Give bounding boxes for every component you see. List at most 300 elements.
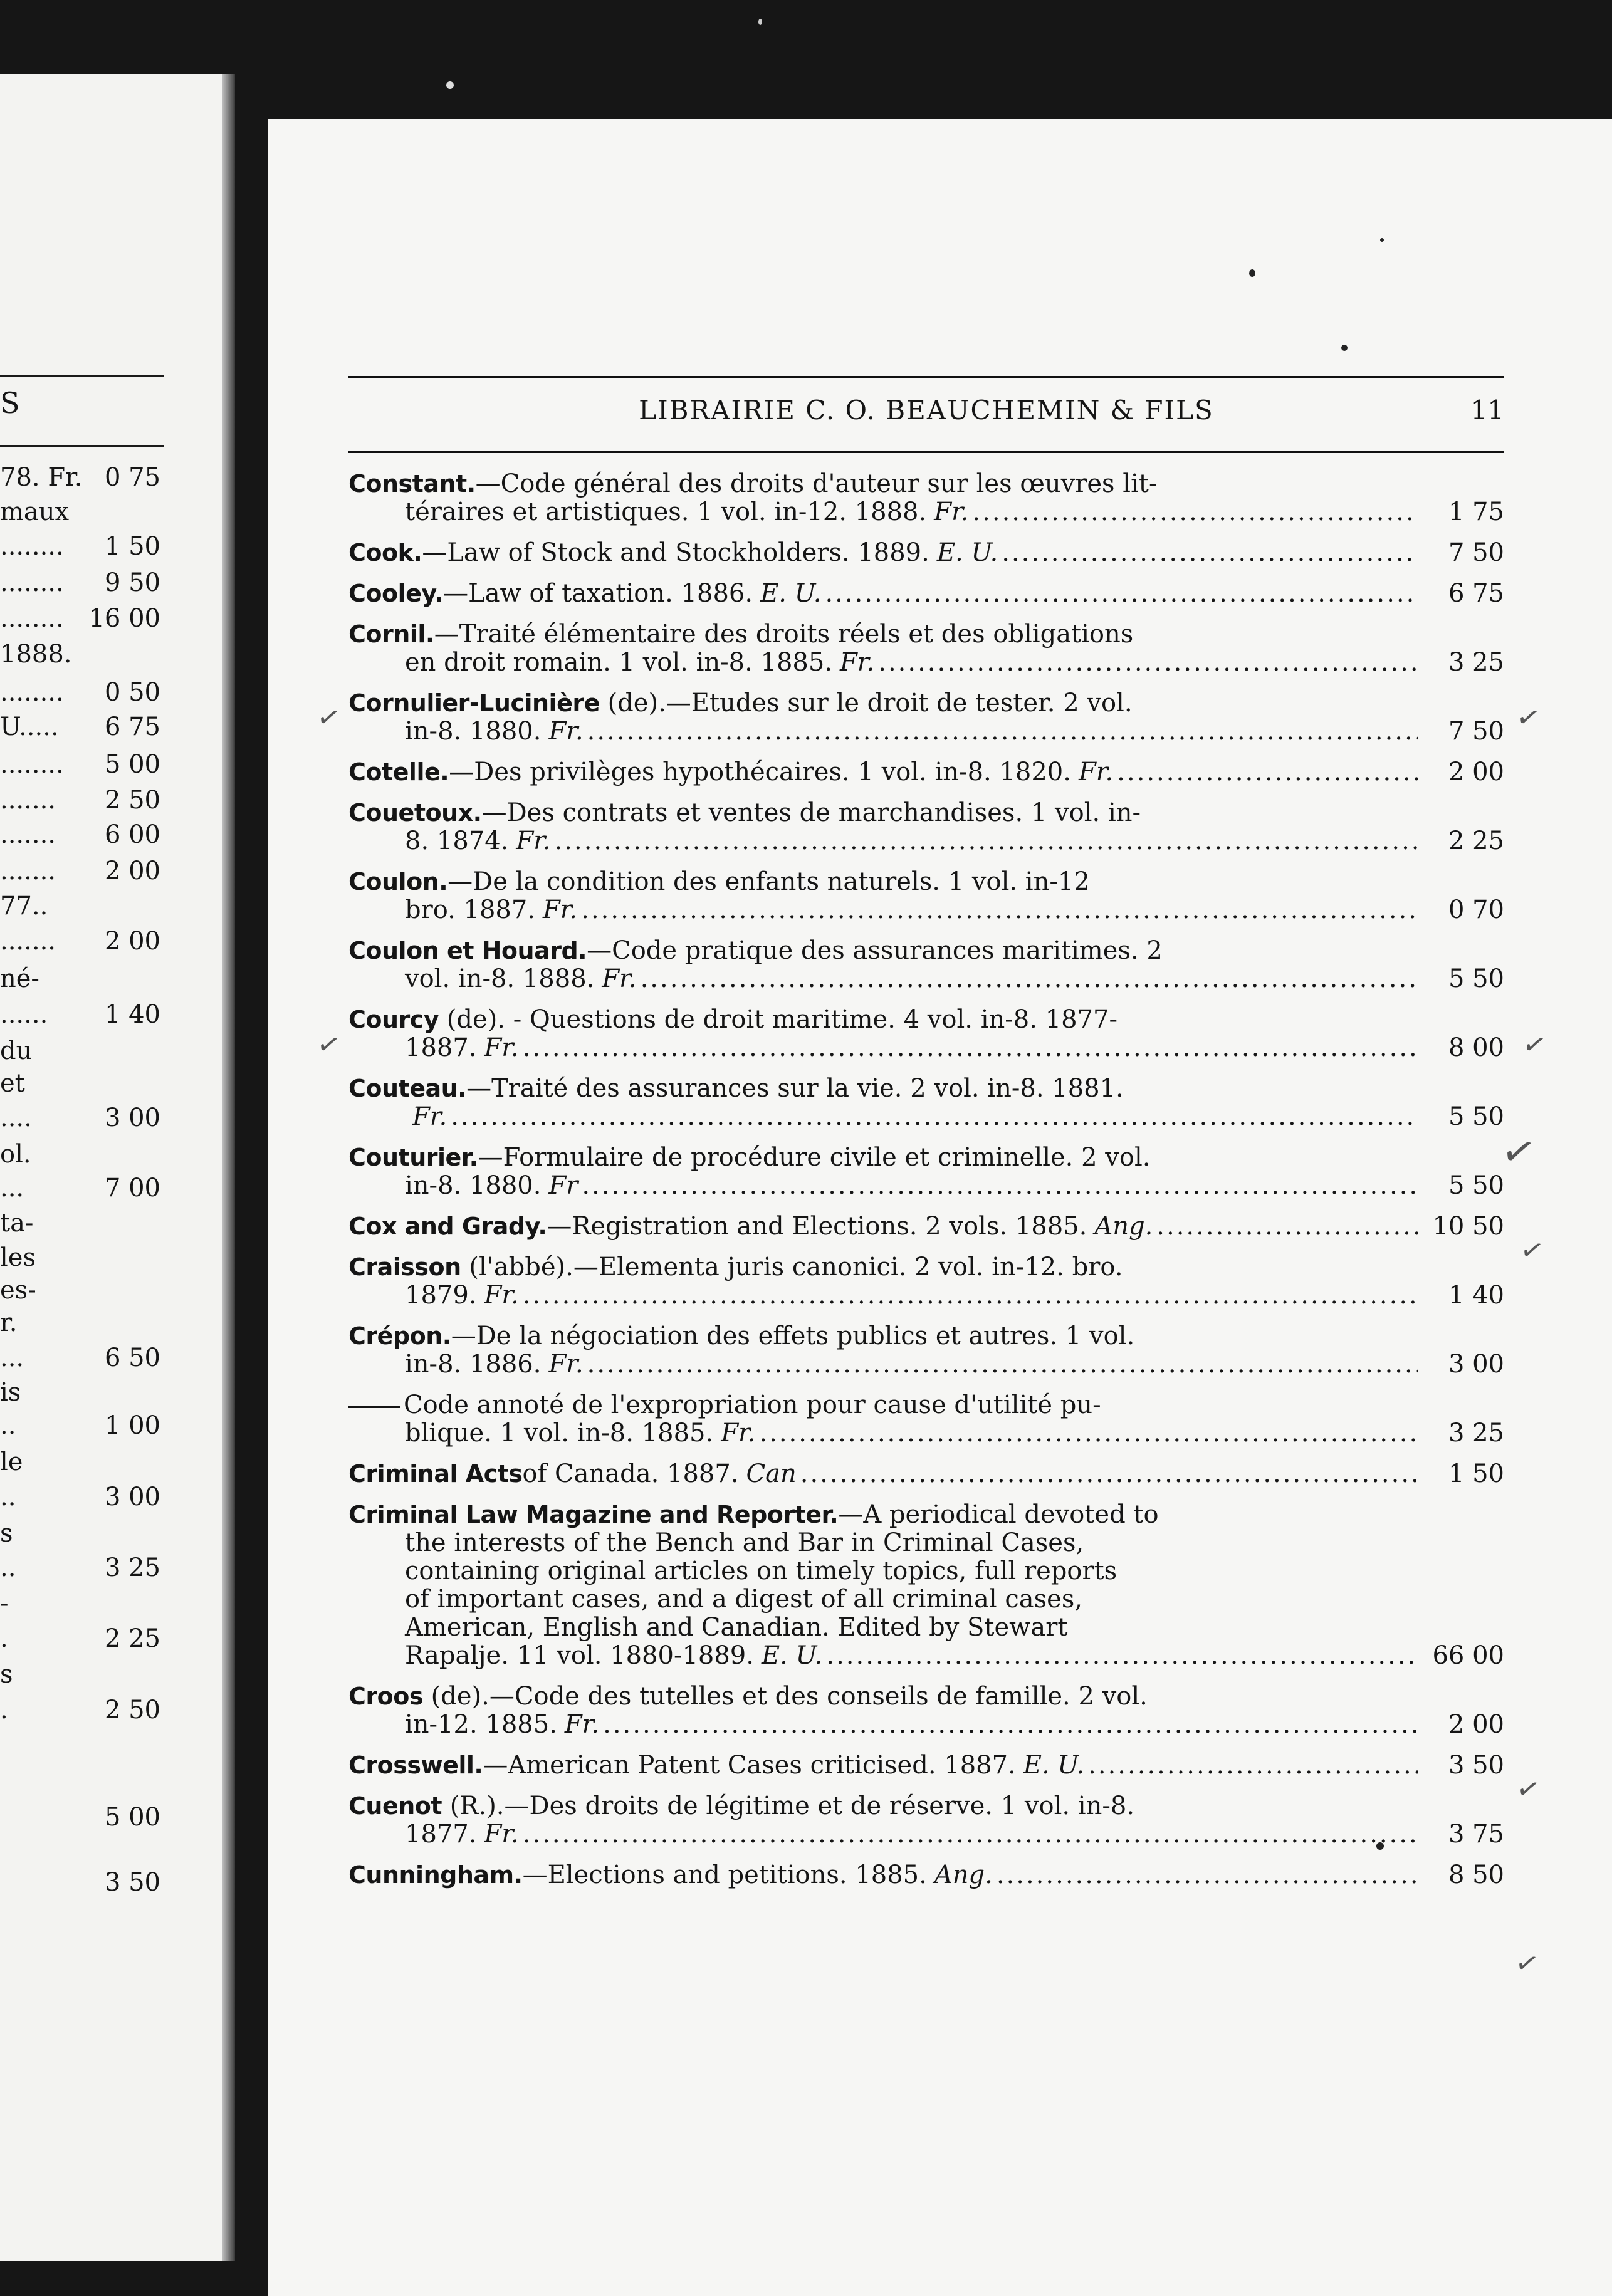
entry-price: 3 25 [1448, 1419, 1504, 1448]
facing-page-fragment [0, 1516, 164, 1550]
entry-author: Cunningham. [348, 1861, 523, 1889]
entry-source: E. U. [761, 1641, 823, 1670]
entry-description: —Code pratique des assurances maritimes. 2 [587, 936, 1163, 965]
facing-page-fragment [0, 1241, 164, 1275]
facing-page-fragment-price: 2 00 [104, 857, 160, 885]
entry-description: —Law of Stock and Stockholders. 1889. [422, 538, 929, 567]
entry-price: 2 25 [1448, 827, 1504, 855]
running-head [348, 387, 1504, 444]
entry-source: Ang. [934, 1860, 993, 1889]
catalog-entry [348, 1501, 1504, 1670]
catalog-entry [348, 937, 1504, 993]
speck [446, 81, 454, 89]
facing-page-fragment [0, 1375, 164, 1409]
page-number: 11 [1470, 395, 1504, 425]
facing-page-fragment-text: .. [0, 1483, 16, 1511]
speck [758, 19, 762, 25]
entry-price: 1 50 [1448, 1459, 1504, 1488]
facing-page-fragment-text: 78. Fr. [0, 463, 83, 492]
entry-price: 5 50 [1448, 1171, 1504, 1200]
entry-description-continued: containing original articles on timely topics, full reports [405, 1557, 1117, 1585]
entry-description: —Des contrats et ventes de marchandises. 1 vol. in- [481, 798, 1141, 827]
entry-description-continued: téraires et artistiques. 1 vol. in-12. 1888. [405, 498, 927, 526]
entry-line [348, 689, 1504, 718]
entry-line [348, 1792, 1504, 1820]
facing-page-fragment-text: ........ [0, 568, 64, 597]
catalog-entry [348, 1751, 1504, 1780]
facing-page-fragment [0, 962, 164, 996]
facing-page-fragment-text: le [0, 1448, 23, 1476]
entry-line [348, 1501, 1504, 1529]
facing-page-fragment-text: . [0, 1696, 8, 1725]
facing-page-fragment-price: 6 75 [104, 712, 160, 741]
facing-page-fragment [0, 783, 164, 817]
entry-price: 8 00 [1448, 1033, 1504, 1062]
entry-price: 8 50 [1448, 1860, 1504, 1889]
facing-page-fragment-text: U..... [0, 712, 59, 741]
entry-author: Crépon. [348, 1322, 451, 1350]
entry-source: Fr. [1078, 758, 1114, 786]
facing-page-fragment [0, 602, 164, 635]
entry-description: —Traité des assurances sur la vie. 2 vol. in-8. 1881. [466, 1074, 1124, 1103]
catalog-entry [348, 1792, 1504, 1849]
entry-source: Fr. [602, 964, 637, 993]
entry-author: Cox and Grady. [348, 1213, 547, 1240]
entry-source: Fr. [484, 1820, 519, 1849]
facing-page-fragment-text: ........ [0, 604, 64, 633]
entry-source: Fr [548, 1171, 578, 1200]
facing-page-fragment [0, 637, 164, 671]
catalog-entry [348, 620, 1504, 677]
entry-description: of Canada. 1887. [522, 1459, 739, 1488]
facing-page-fragment-price: 6 50 [104, 1344, 160, 1372]
entry-description: —Elections and petitions. 1885. [522, 1860, 927, 1889]
entry-price: 2 00 [1448, 1710, 1504, 1739]
entry-line [348, 498, 1504, 526]
facing-page-fragment-price: 5 00 [104, 1803, 160, 1832]
facing-page-fragment [0, 1657, 164, 1691]
facing-page-fragment-text: ... [0, 1344, 24, 1372]
entry-price: 66 00 [1432, 1641, 1504, 1670]
entry-source: Fr. [484, 1033, 519, 1062]
catalog-page [268, 119, 1612, 2296]
entry-line [348, 1419, 1504, 1448]
entry-description: (l'abbé).—Elementa juris canonici. 2 vol. in-12. bro. [461, 1253, 1123, 1281]
entry-author: Cuenot [348, 1792, 442, 1820]
entry-description: —Formulaire de procédure civile et criminelle. 2 vol. [478, 1143, 1151, 1172]
facing-page-fragment [0, 1693, 164, 1727]
entry-line [348, 1460, 1504, 1488]
entry-source: E. U. [760, 579, 822, 608]
entry-description-continued: in-12. 1885. [405, 1710, 557, 1739]
dot-leader [603, 1711, 1418, 1739]
facing-page-fragment-text: ....... [0, 857, 56, 885]
entry-line [348, 580, 1504, 608]
facing-page-fragment [0, 1341, 164, 1375]
entry-source: Fr. [516, 827, 551, 855]
entry-description: —Registration and Elections. 2 vols. 1885. [547, 1212, 1087, 1241]
facing-page-fragment-price: 7 00 [104, 1174, 160, 1203]
entry-description-continued: Rapalje. 11 vol. 1880-1889. [405, 1641, 754, 1670]
entry-price: 7 50 [1448, 717, 1504, 746]
dot-leader [997, 1861, 1418, 1889]
facing-page-fragment [0, 1137, 164, 1171]
entry-source: Fr. [840, 648, 875, 677]
facing-page-fragment-text: s [0, 1660, 13, 1689]
entry-line [348, 1034, 1504, 1062]
entry-price: 7 50 [1448, 538, 1504, 567]
entry-line [348, 1253, 1504, 1281]
facing-page-fragment-price: 2 25 [104, 1624, 160, 1653]
dot-leader [555, 827, 1418, 855]
facing-page-top-rule [0, 375, 164, 377]
facing-page-fragment-text: du [0, 1036, 33, 1065]
facing-page-fragment [0, 461, 164, 494]
facing-page-fragment [0, 889, 164, 923]
entry-source: Fr. [564, 1710, 600, 1739]
facing-page-fragment [0, 495, 164, 529]
facing-page-fragment-price: 3 00 [104, 1104, 160, 1132]
entry-description-continued: 1877. [405, 1820, 477, 1849]
entry-description: (R.).—Des droits de légitime et de réserve. 1 vol. in-8. [442, 1792, 1135, 1820]
facing-page-fragment-text: né- [0, 964, 39, 993]
entry-line [348, 965, 1504, 993]
dot-leader [972, 498, 1418, 526]
dot-leader [878, 649, 1418, 677]
catalog-entry [348, 799, 1504, 855]
entry-line [348, 1751, 1504, 1780]
entry-line [348, 799, 1504, 827]
facing-page-fragment-text: ........ [0, 750, 64, 779]
entry-source: Fr. [934, 498, 969, 526]
dot-leader [523, 1034, 1418, 1062]
entry-price: 1 40 [1448, 1281, 1504, 1310]
catalog-entry [348, 1861, 1504, 1889]
header-bottom-rule [348, 451, 1504, 453]
entry-line [348, 1172, 1504, 1200]
entry-description: (de).—Etudes sur le droit de tester. 2 vol. [599, 689, 1133, 718]
entry-line [348, 1820, 1504, 1849]
entry-description-continued: vol. in-8. 1888. [405, 964, 595, 993]
entry-description-continued: bro. 1887. [405, 895, 536, 924]
facing-page-fragment-price: 1 00 [104, 1411, 160, 1440]
book-spine [222, 74, 235, 2261]
entry-source: E. U. [936, 538, 998, 567]
facing-page-fragment-text: ta- [0, 1209, 34, 1238]
facing-page-fragment-text: 1888. [0, 640, 72, 669]
catalog-entry [348, 1460, 1504, 1488]
catalog-entry [348, 1683, 1504, 1739]
entry-author: Constant. [348, 470, 476, 498]
entry-source: Fr. [412, 1102, 447, 1131]
entry-description: —Traité élémentaire des droits réels et des obligations [434, 620, 1134, 649]
catalog-entry [348, 1322, 1504, 1379]
facing-page-fragment-text: ....... [0, 820, 56, 849]
facing-page-fragment-text: les [0, 1243, 36, 1272]
entry-author: Crosswell. [348, 1751, 483, 1779]
entry-description-continued: the interests of the Bench and Bar in Criminal Cases, [405, 1528, 1084, 1557]
catalog-entry [348, 868, 1504, 924]
entry-source: Fr. [543, 895, 578, 924]
facing-page-fragment [0, 1587, 164, 1620]
entry-line [348, 868, 1504, 896]
facing-page-fragment-price: 0 50 [104, 678, 160, 707]
entry-price: 3 50 [1448, 1751, 1504, 1780]
entry-description: —American Patent Cases criticised. 1887. [483, 1751, 1016, 1780]
entry-price: 5 50 [1448, 1102, 1504, 1131]
entry-line [348, 1006, 1504, 1034]
facing-page-fragment [0, 1034, 164, 1068]
entry-author: Cook. [348, 539, 422, 566]
entry-line [348, 539, 1504, 567]
catalog-entry [348, 689, 1504, 746]
facing-page-second-rule [0, 445, 164, 447]
catalog-entry [348, 1391, 1504, 1448]
facing-page-fragment [0, 1445, 164, 1479]
speck [1376, 1842, 1384, 1850]
entry-line [348, 896, 1504, 924]
entry-line [348, 649, 1504, 677]
entry-description: —De la condition des enfants naturels. 1 vol. in-12 [447, 867, 1090, 896]
header-top-rule [348, 376, 1504, 378]
entry-author: Courcy [348, 1006, 439, 1033]
facing-page-fragment-text: - [0, 1589, 9, 1618]
entry-price: 3 75 [1448, 1820, 1504, 1849]
entry-author: Couetoux. [348, 799, 482, 827]
entry-line [348, 470, 1504, 498]
facing-page-fragment [0, 1101, 164, 1135]
dot-leader [582, 1172, 1418, 1200]
entry-description-continued: 8. 1874. [405, 827, 509, 855]
facing-page-fragment-price: 9 50 [104, 568, 160, 597]
facing-page-fragment [0, 1409, 164, 1443]
facing-page-fragment [0, 924, 164, 958]
check-mark-icon: ✓ [314, 699, 343, 736]
catalog-entry [348, 1075, 1504, 1131]
facing-page-fragment-price: 3 50 [104, 1868, 160, 1897]
facing-page-fragment [0, 1273, 164, 1307]
entry-description-continued: American, English and Canadian. Edited by Stewart [405, 1613, 1068, 1642]
entry-line [348, 1861, 1504, 1889]
speck [1341, 345, 1348, 351]
entry-author: Cornil. [348, 620, 434, 648]
facing-page-fragment-text: ... [0, 1174, 24, 1203]
entry-price: 2 00 [1448, 758, 1504, 786]
entry-line [348, 1391, 1504, 1419]
facing-page-fragment-text: .. [0, 1553, 16, 1582]
facing-page-fragment [0, 1800, 164, 1834]
entry-source: Fr. [484, 1281, 519, 1310]
entry-description-continued: blique. 1 vol. in-8. 1885. [405, 1419, 714, 1448]
entry-line [348, 827, 1504, 855]
facing-page-fragment [0, 530, 164, 563]
facing-page-fragment-text: ....... [0, 786, 56, 815]
facing-page-fragment-text: maux [0, 498, 70, 526]
check-mark-icon: ✓ [1520, 1026, 1549, 1063]
facing-page-fragment-price: 6 00 [104, 820, 160, 849]
check-mark-icon: ✓ [1514, 699, 1543, 736]
facing-page-fragment [0, 1067, 164, 1100]
facing-page-fragment-text: .... [0, 1104, 32, 1132]
facing-page-fragment [0, 1171, 164, 1205]
entry-author: Cooley. [348, 580, 444, 607]
facing-page [0, 74, 235, 2261]
entry-price: 6 75 [1448, 579, 1504, 608]
catalog-entry [348, 470, 1504, 526]
entry-author: Coulon. [348, 868, 448, 895]
entry-price: 5 50 [1448, 964, 1504, 993]
entry-description: Code annoté de l'expropriation pour cause d'utilité pu- [404, 1391, 1101, 1419]
facing-page-fragment-text: r. [0, 1308, 18, 1337]
entry-description-continued: in-8. 1880. [405, 1171, 542, 1200]
facing-page-fragment-price: 1 50 [104, 532, 160, 561]
check-mark-icon: ✓ [1514, 1771, 1543, 1808]
facing-page-fragment-price: 5 00 [104, 750, 160, 779]
facing-page-fragment [0, 854, 164, 888]
entry-source: Can [746, 1459, 797, 1488]
dot-leader [641, 965, 1418, 993]
dot-leader [825, 580, 1418, 608]
facing-page-fragment-text: ol. [0, 1140, 31, 1169]
facing-page-fragment [0, 1480, 164, 1514]
facing-page-fragment [0, 710, 164, 744]
catalog-entry [348, 580, 1504, 608]
facing-page-fragment-price: 2 50 [104, 1696, 160, 1725]
facing-page-fragment-price: 0 75 [104, 463, 160, 492]
facing-page-fragment-text: ........ [0, 678, 64, 707]
facing-page-fragment [0, 748, 164, 781]
facing-page-fragment [0, 998, 164, 1031]
entry-author: Cornulier-Lucinière [348, 689, 600, 717]
facing-page-fragment-price: 3 25 [104, 1553, 160, 1582]
entry-author: Craisson [348, 1253, 461, 1281]
entry-description-continued: of important cases, and a digest of all criminal cases, [405, 1585, 1083, 1614]
catalog-entry [348, 1144, 1504, 1200]
check-mark-icon: ✓ [1497, 1126, 1540, 1179]
entry-description-continued: 1887. [405, 1033, 477, 1062]
entry-line [348, 937, 1504, 965]
dot-leader [1117, 758, 1418, 786]
entry-description: —Des privilèges hypothécaires. 1 vol. in-8. 1820. [449, 758, 1071, 786]
speck [1249, 269, 1255, 277]
entry-price: 0 70 [1448, 895, 1504, 924]
running-head-title: LIBRAIRIE C. O. BEAUCHEMIN & FILS [639, 395, 1214, 425]
dot-leader [826, 1642, 1418, 1670]
entry-description-continued: in-8. 1886. [405, 1350, 542, 1379]
entry-source: Fr. [548, 1350, 584, 1379]
facing-page-fragment [0, 818, 164, 852]
entry-author: Criminal Law Magazine and Reporter. [348, 1501, 839, 1528]
entry-source: Fr. [548, 717, 584, 746]
entry-line [348, 1322, 1504, 1350]
entry-line [348, 718, 1504, 746]
facing-page-fragment [0, 566, 164, 600]
facing-page-fragment [0, 676, 164, 709]
entry-author: Criminal Acts [348, 1460, 523, 1488]
check-mark-icon: ✓ [1512, 1945, 1542, 1982]
facing-page-fragment-price: 3 00 [104, 1483, 160, 1511]
entry-line [348, 1075, 1504, 1103]
entry-price: 3 00 [1448, 1350, 1504, 1379]
entry-source: E. U. [1023, 1751, 1085, 1780]
entry-line [348, 1711, 1504, 1739]
check-mark-icon: ✓ [314, 1026, 343, 1063]
dot-leader [1088, 1751, 1418, 1780]
entry-description-continued: 1879. [405, 1281, 477, 1310]
facing-page-fragment-text: es- [0, 1276, 36, 1305]
entry-line [348, 1144, 1504, 1172]
catalog-entry [348, 758, 1504, 786]
facing-page-fragment-text: . [0, 1624, 8, 1653]
speck [1380, 238, 1384, 242]
entry-description: —De la négociation des effets publics et autres. 1 vol. [451, 1322, 1135, 1350]
facing-page-fragment-text: ...... [0, 1000, 48, 1029]
entry-author: Couteau. [348, 1075, 467, 1102]
entry-description-continued: in-8. 1880. [405, 717, 542, 746]
catalog-entry [348, 1253, 1504, 1310]
catalog-entry [348, 1213, 1504, 1241]
entry-price: 3 25 [1448, 648, 1504, 677]
facing-page-fragment-price: 16 00 [88, 604, 160, 633]
facing-page-fragment-price: 1 40 [104, 1000, 160, 1029]
facing-page-fragment-text: et [0, 1069, 25, 1098]
entry-author: Coulon et Houard. [348, 937, 587, 964]
entry-line [348, 1614, 1504, 1642]
dot-leader [587, 1350, 1418, 1379]
facing-page-fragment [0, 1206, 164, 1240]
entry-line [348, 1213, 1504, 1241]
entry-line [348, 1529, 1504, 1557]
dot-leader [523, 1820, 1418, 1849]
facing-page-fragment-text: s [0, 1519, 13, 1548]
catalog-entry [348, 1006, 1504, 1062]
dot-leader [759, 1419, 1418, 1448]
catalog-entry [348, 539, 1504, 567]
entry-description: (de). - Questions de droit maritime. 4 vol. in-8. 1877- [439, 1005, 1117, 1034]
entry-description: —Law of taxation. 1886. [443, 579, 753, 608]
facing-page-fragment [0, 1551, 164, 1585]
dot-leader [451, 1103, 1418, 1131]
catalog-entries [348, 470, 1504, 1902]
entry-author: Cotelle. [348, 758, 449, 786]
ditto-dash [348, 1406, 400, 1408]
facing-page-fragment-text: ........ [0, 532, 64, 561]
dot-leader [1002, 539, 1418, 567]
facing-page-running-head-fragment: S [0, 386, 20, 420]
facing-page-fragment-text: is [0, 1378, 21, 1407]
entry-description: (de).—Code des tutelles et des conseils de famille. 2 vol. [422, 1682, 1148, 1711]
facing-page-fragment-price: 2 50 [104, 786, 160, 815]
entry-line [348, 1557, 1504, 1585]
check-mark-icon: ✓ [1517, 1232, 1547, 1269]
entry-author: Couturier. [348, 1144, 478, 1171]
entry-author: Croos [348, 1683, 423, 1710]
dot-leader [587, 718, 1418, 746]
entry-price: 1 75 [1448, 498, 1504, 526]
dot-leader [800, 1460, 1418, 1488]
entry-line [348, 620, 1504, 649]
entry-line [348, 1281, 1504, 1310]
entry-line [348, 1103, 1504, 1131]
dot-leader [523, 1281, 1418, 1310]
facing-page-fragment-text: ....... [0, 927, 56, 956]
dot-leader [581, 896, 1418, 924]
entry-line [348, 1683, 1504, 1711]
entry-description: —A periodical devoted to [838, 1500, 1159, 1529]
facing-page-fragment [0, 1622, 164, 1656]
entry-line [348, 758, 1504, 786]
facing-page-fragment [0, 1306, 164, 1340]
